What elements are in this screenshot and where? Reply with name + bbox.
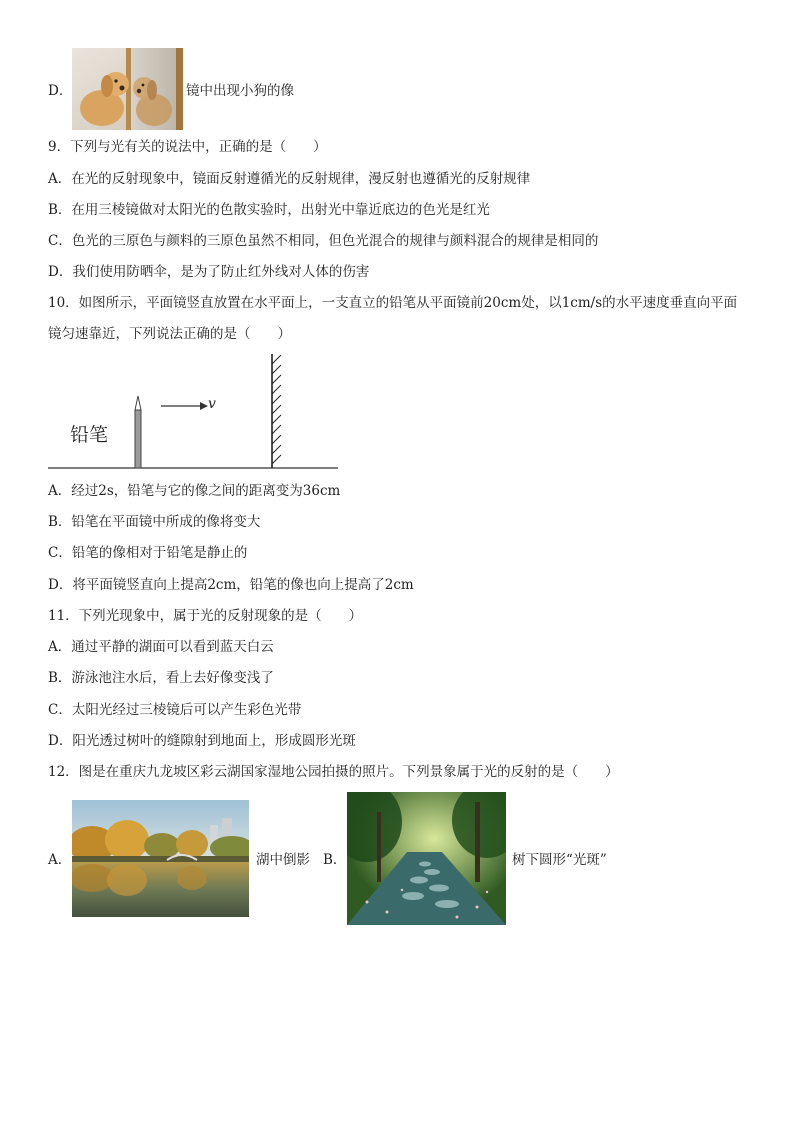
q9-option-b: B．在用三棱镜做对太阳光的色散实验时，出射光中靠近底边的色光是红光 <box>48 202 490 218</box>
q9-option-c: C．色光的三原色与颜料的三原色虽然不相同，但色光混合的规律与颜料混合的规律是相同的 <box>48 233 599 249</box>
q10-option-a: A．经过2s，铅笔与它的像之间的距离变为36cm <box>48 483 341 499</box>
mirror-hatching <box>272 355 281 464</box>
q9-stem: 9．下列与光有关的说法中，正确的是（ ） <box>48 139 327 155</box>
q12-option-a-text: 湖中倒影 <box>256 852 310 868</box>
velocity-arrowhead <box>200 402 208 410</box>
velocity-label: v <box>208 396 216 412</box>
q10-option-c: C．铅笔的像相对于铅笔是静止的 <box>48 545 248 561</box>
q11-option-b: B．游泳池注水后，看上去好像变浅了 <box>48 670 274 686</box>
q9-option-d: D．我们使用防晒伞，是为了防止红外线对人体的伤害 <box>48 264 370 280</box>
q11-option-a: A．通过平静的湖面可以看到蓝天白云 <box>48 639 274 655</box>
q9-option-a: A．在光的反射现象中，镜面反射遵循光的反射规律，漫反射也遵循光的反射规律 <box>48 171 531 187</box>
pencil-body <box>135 410 141 468</box>
q12-option-b-label: B． <box>323 852 347 868</box>
q10-option-d: D．将平面镜竖直向上提高2cm，铅笔的像也向上提高了2cm <box>48 577 414 593</box>
q11-option-c: C．太阳光经过三棱镜后可以产生彩色光带 <box>48 702 302 718</box>
dog-mirror-photo <box>72 48 183 130</box>
q8-option-d-text: 镜中出现小狗的像 <box>186 83 294 99</box>
lake-reflection-photo <box>72 800 249 917</box>
forest-path-photo <box>347 792 506 925</box>
q10-stem: 10．如图所示，平面镜竖直放置在水平面上，一支直立的铅笔从平面镜前20cm处，以1cm/s的水平速度垂直向平面镜匀速靠近，下列说法正确的是（ ） <box>48 295 738 342</box>
q10-figure <box>48 352 340 472</box>
q11-option-d: D．阳光透过树叶的缝隙射到地面上，形成圆形光斑 <box>48 733 356 749</box>
q8-option-d-label: D． <box>48 83 73 99</box>
q10-option-b: B．铅笔在平面镜中所成的像将变大 <box>48 514 261 530</box>
q12-stem: 12．图是在重庆九龙坡区彩云湖国家湿地公园拍摄的照片。下列景象属于光的反射的是（ ） <box>48 764 619 780</box>
q12-option-a-label: A． <box>48 852 72 868</box>
pencil-label: 铅笔 <box>70 424 109 446</box>
pencil-tip <box>135 396 141 410</box>
q11-stem: 11．下列光现象中，属于光的反射现象的是（ ） <box>48 608 363 624</box>
q12-option-b-text: 树下圆形“光斑” <box>512 852 607 868</box>
